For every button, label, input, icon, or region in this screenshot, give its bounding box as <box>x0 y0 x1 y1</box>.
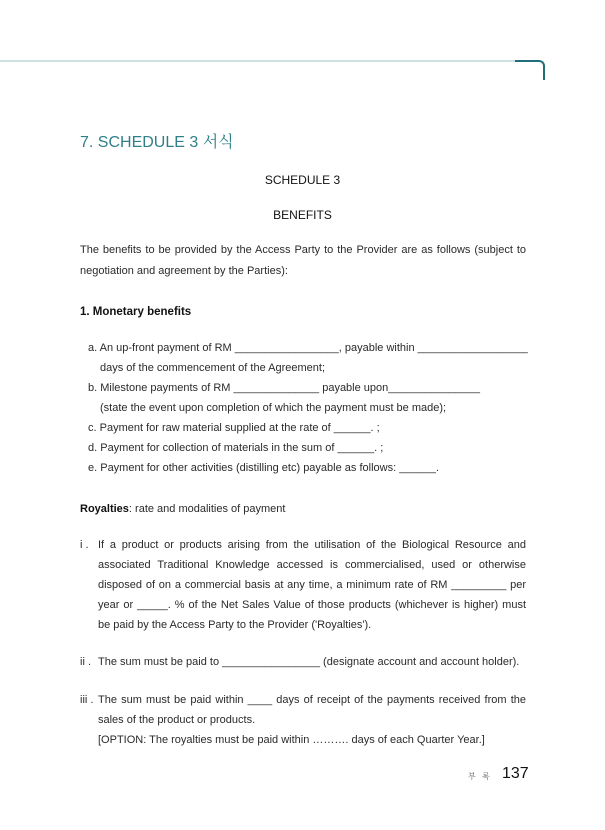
list-item: e. Payment for other activities (distilling etc) payable as follows: ______. <box>88 462 439 474</box>
item-text: The sum must be paid within ____ days of receipt of the payments received from the sales of the product or products. <box>98 694 526 726</box>
royalty-item-2 <box>80 652 526 672</box>
list-item: b. Milestone payments of RM ______________ payable upon_______________ (state the event upon completion of which the payment must be made); <box>88 382 481 414</box>
item-number: i . <box>80 539 89 551</box>
royalties-heading <box>80 499 526 520</box>
monetary-heading: 1. Monetary benefits <box>80 306 192 318</box>
item-text: The sum must be paid to ________________ (designate account and account holder). <box>98 656 520 668</box>
royalties-label: Royalties <box>80 503 129 515</box>
footer-label: 부 록 <box>468 772 492 781</box>
royalty-item-1 <box>80 535 526 635</box>
list-item: d. Payment for collection of materials in the sum of ______. ; <box>88 442 384 454</box>
item-number: iii . <box>80 694 94 706</box>
schedule-title: SCHEDULE 3 <box>264 173 341 187</box>
royalty-item-3 <box>80 690 526 750</box>
intro-paragraph: The benefits to be provided by the Access Party to the Provider are as follows (subject to negotiation and agreement by the Parties): <box>80 244 526 277</box>
list-item: a. An up-front payment of RM _________________, payable within __________________ days of the commencement of the Agreement; <box>88 342 528 374</box>
list-item: c. Payment for raw material supplied at the rate of ______. ; <box>88 422 380 434</box>
header-rule <box>0 60 540 62</box>
page-number: 137 <box>502 765 529 782</box>
section-title: 7. SCHEDULE 3 서식 <box>80 134 234 151</box>
monetary-list <box>88 338 528 478</box>
item-number: ii . <box>80 656 91 668</box>
option-text: [OPTION: The royalties must be paid within ………. days of each Quarter Year.] <box>98 734 485 746</box>
royalties-desc: : rate and modalities of payment <box>128 503 286 515</box>
item-text: If a product or products arising from the utilisation of the Biological Resource and associated Traditional Knowledge accessed is commercialised, used or otherwise disposed of on a commercial basis at any time, a minimum rate of RM _________ per year or _____. % of the Net Sales Value of those products (whichever is higher) must be paid by the Access Party to the Provider ('Royalties'). <box>98 539 526 631</box>
header-corner-decoration <box>515 60 545 80</box>
benefits-title: BENEFITS <box>273 208 332 222</box>
